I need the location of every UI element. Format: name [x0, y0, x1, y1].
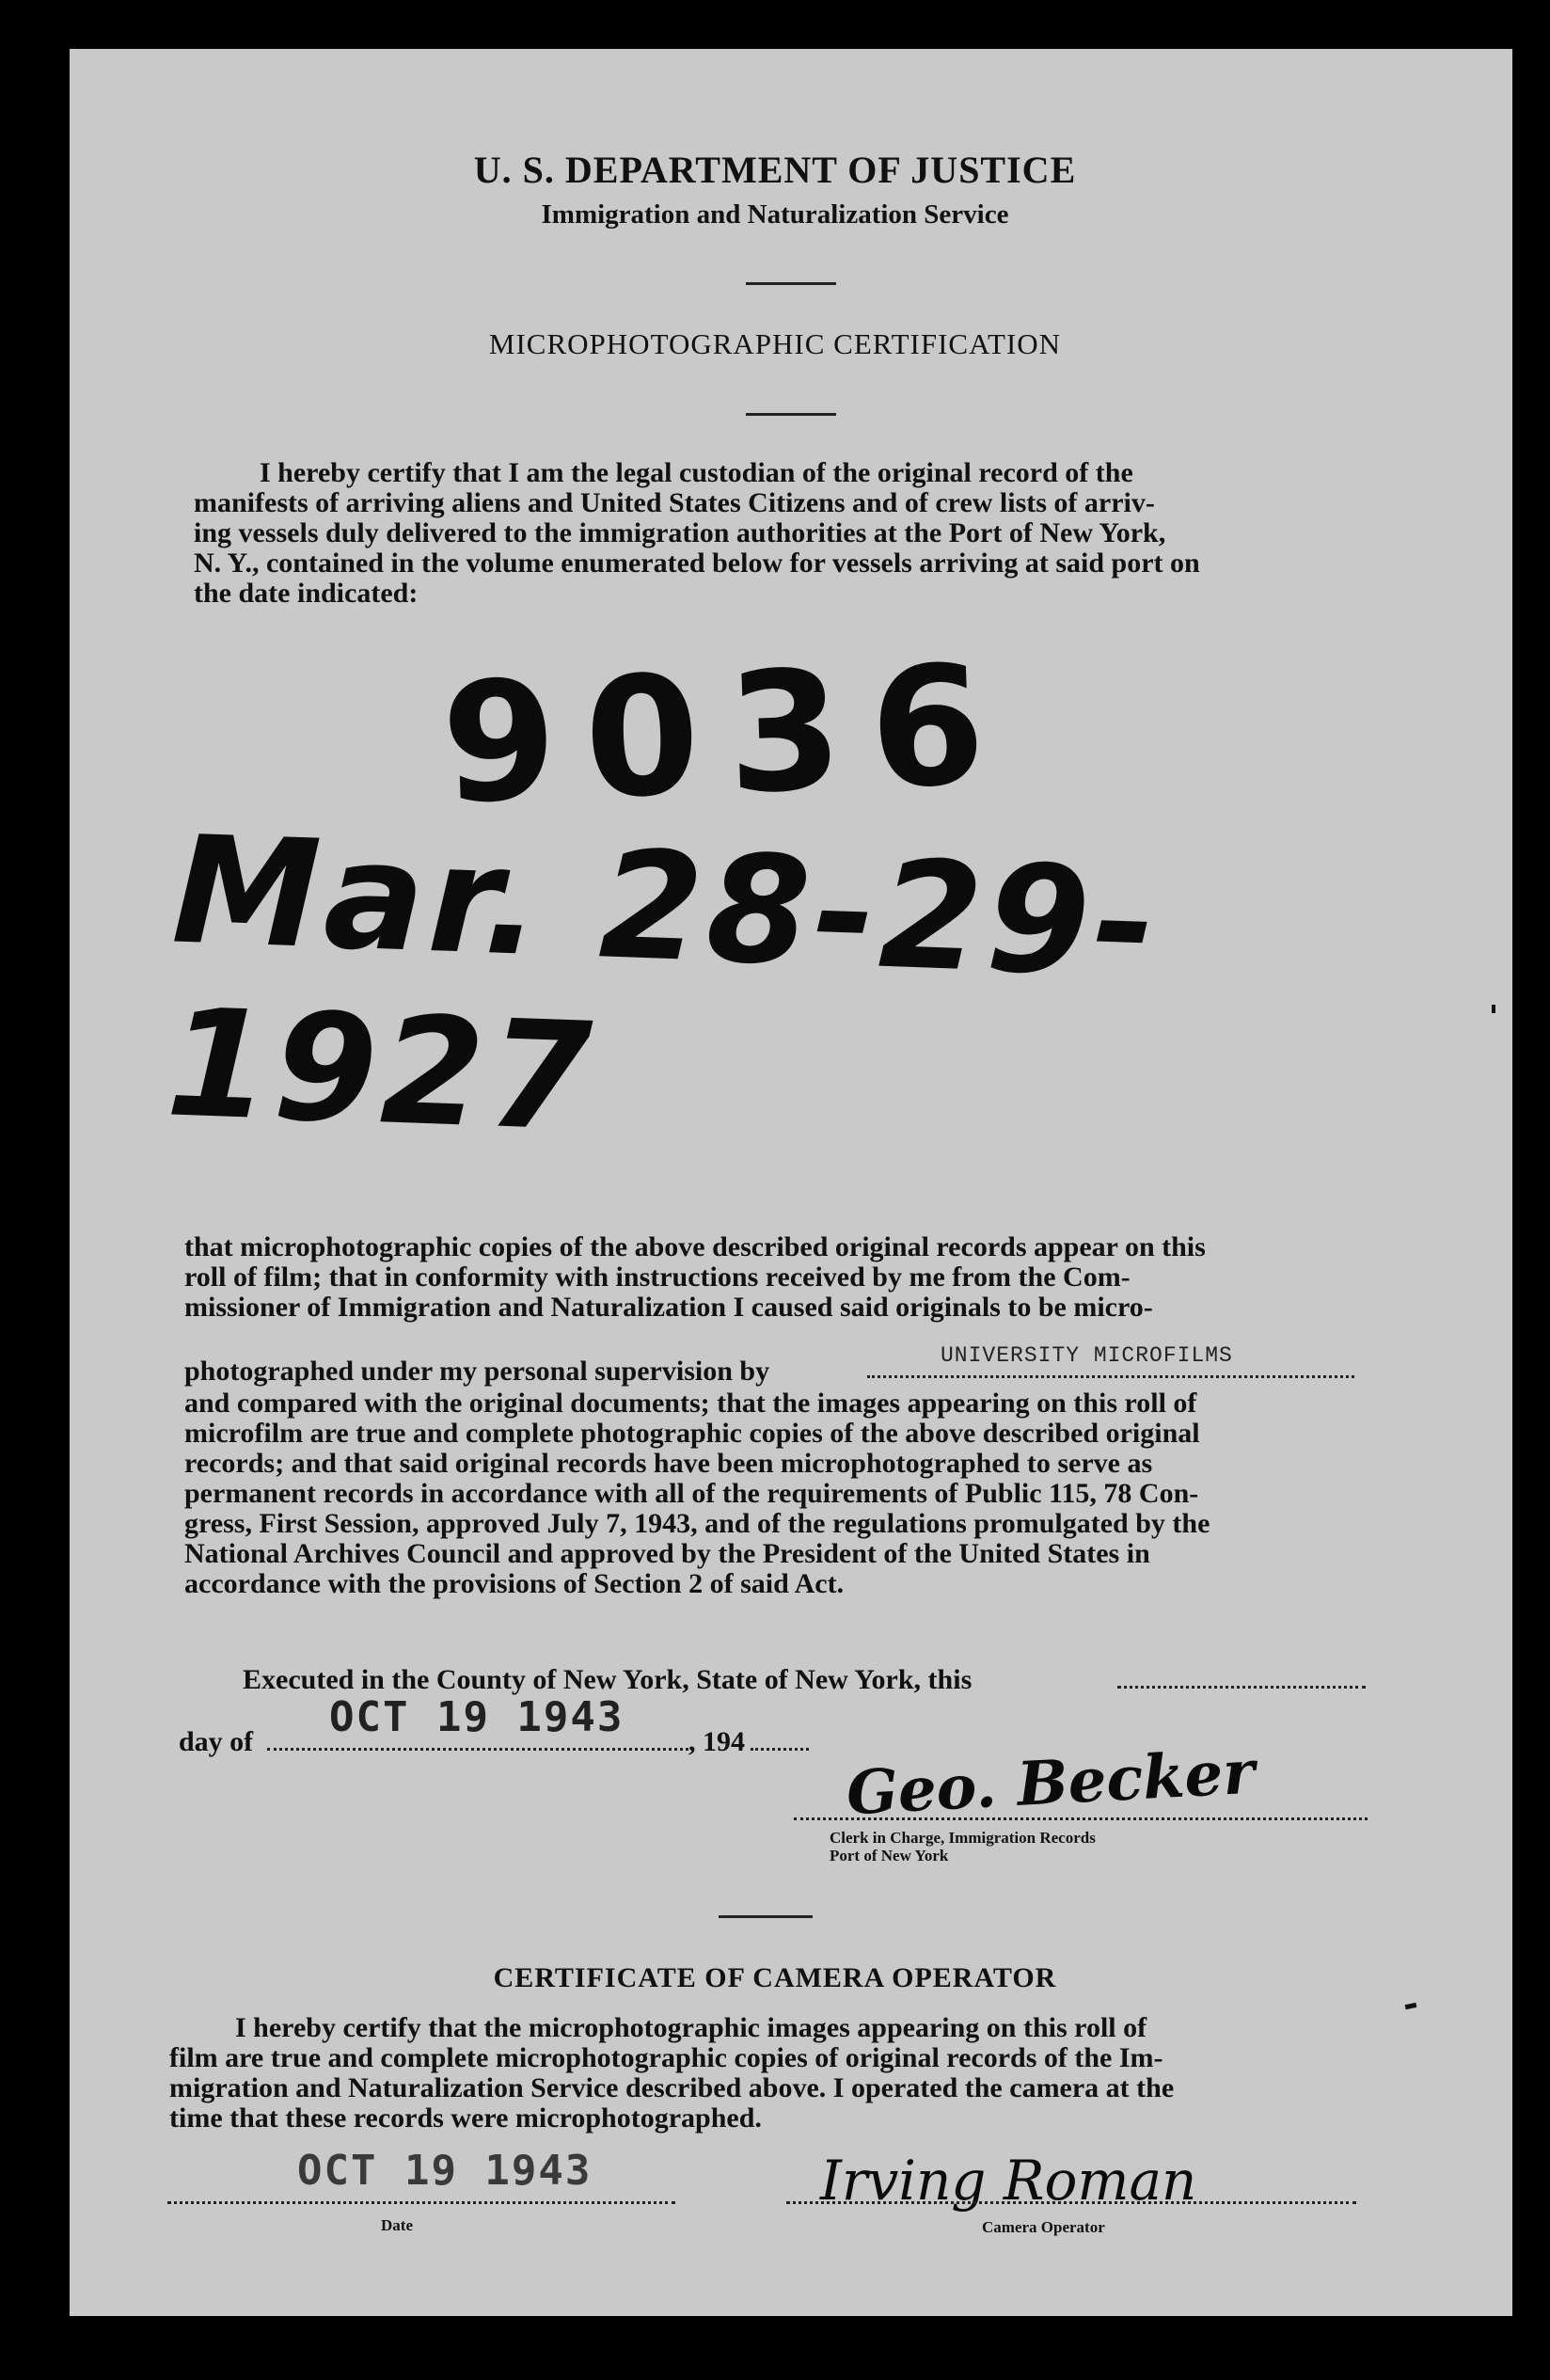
department-heading: U. S. DEPARTMENT OF JUSTICE — [473, 149, 1077, 191]
photographed-by-label: photographed under my personal supervision by — [184, 1356, 770, 1387]
scan-mark — [1492, 1005, 1495, 1013]
camera-line: I hereby certify that the microphotographic images appearing on this roll of — [235, 2012, 1147, 2043]
certification-title: MICROPHOTOGRAPHIC CERTIFICATION — [488, 327, 1062, 360]
signature-line — [794, 1817, 1368, 1820]
body-line: permanent records in accordance with all of the requirements of Public 115, 78 Con- — [184, 1478, 1199, 1509]
clerk-title — [830, 1829, 1096, 1864]
date-stamp: OCT 19 1943 — [329, 1693, 625, 1741]
clerk-signature: Geo. Becker — [845, 1737, 1257, 1830]
intro-line: manifests of arriving aliens and United States Citizens and of crew lists of arriv- — [194, 487, 1155, 518]
intro-line: N. Y., contained in the volume enumerated below for vessels arriving at said port on — [194, 547, 1200, 579]
photographer-field-line — [867, 1375, 1354, 1378]
year-field-line — [751, 1748, 809, 1751]
operator-label: Camera Operator — [982, 2218, 1105, 2236]
operator-date-stamp: OCT 19 1943 — [297, 2147, 593, 2195]
service-subheading: Immigration and Naturalization Service — [541, 199, 1009, 230]
camera-line: migration and Naturalization Service described above. I operated the camera at the — [169, 2072, 1175, 2103]
camera-certificate-paragraph — [169, 2013, 1362, 2134]
body-paragraph — [184, 1232, 1377, 1323]
handwritten-volume-dates: Mar. 28-29-1927 — [164, 803, 1162, 1166]
month-field-line — [267, 1748, 688, 1751]
body-paragraph-continued — [184, 1388, 1377, 1599]
operator-signature-line — [786, 2201, 1356, 2204]
body-line: roll of film; that in conformity with instructions received by me from the Com- — [184, 1261, 1131, 1293]
camera-line: time that these records were microphotographed. — [169, 2102, 762, 2134]
executed-statement: Executed in the County of New York, State of New York, this — [243, 1664, 973, 1695]
intro-line: the date indicated: — [194, 578, 419, 609]
body-line: microfilm are true and complete photographic copies of the above described original — [184, 1418, 1200, 1449]
divider — [746, 413, 836, 416]
camera-certificate-title: CERTIFICATE OF CAMERA OPERATOR — [493, 1962, 1057, 1993]
camera-line: film are true and complete microphotographic copies of original records of the Im- — [169, 2042, 1163, 2073]
date-label: Date — [381, 2216, 413, 2234]
intro-line: ing vessels duly delivered to the immigration authorities at the Port of New York, — [194, 517, 1166, 548]
body-line: accordance with the provisions of Section 2 of said Act. — [184, 1568, 845, 1599]
year-prefix: , 194 — [688, 1726, 745, 1757]
date-field-line — [167, 2201, 675, 2204]
divider — [746, 282, 836, 285]
divider — [719, 1915, 813, 1918]
photographer-name: UNIVERSITY MICROFILMS — [941, 1343, 1233, 1368]
day-of-label: day of — [179, 1726, 254, 1757]
clerk-title-line: Clerk in Charge, Immigration Records — [830, 1829, 1096, 1847]
intro-paragraph — [194, 458, 1386, 609]
clerk-title-line: Port of New York — [830, 1847, 949, 1864]
handwritten-volume-number: 9036 — [438, 629, 1017, 841]
intro-line: I hereby certify that I am the legal custodian of the original record of the — [260, 457, 1133, 488]
body-line: National Archives Council and approved by the President of the United States in — [184, 1538, 1150, 1569]
body-line: records; and that said original records have been microphotographed to serve as — [184, 1448, 1153, 1479]
body-line: missioner of Immigration and Naturalization I caused said originals to be micro- — [184, 1292, 1153, 1323]
body-line: that microphotographic copies of the above described original records appear on this — [184, 1231, 1206, 1262]
operator-signature: Irving Roman — [820, 2149, 1197, 2213]
body-line: gress, First Session, approved July 7, 1943, and of the regulations promulgated by the — [184, 1508, 1210, 1539]
day-field-line — [1117, 1686, 1366, 1689]
body-line: and compared with the original documents; that the images appearing on this roll of — [184, 1388, 1197, 1419]
